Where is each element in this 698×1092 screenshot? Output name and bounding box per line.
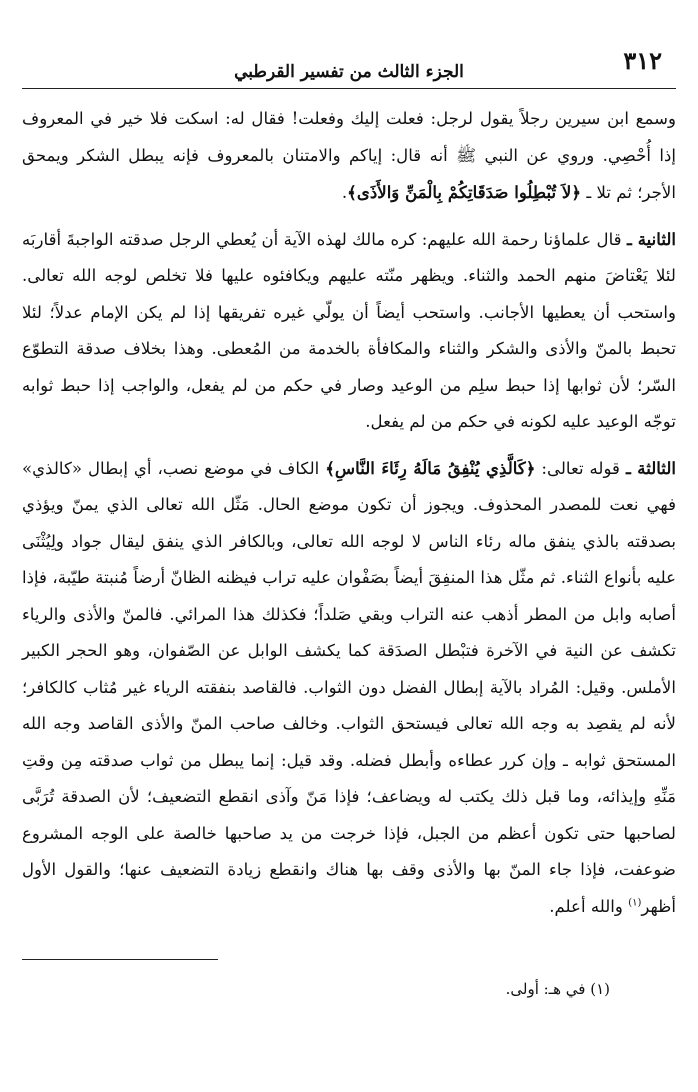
- footnote-separator: [22, 959, 218, 960]
- section-label: الثالثة ـ: [625, 457, 676, 478]
- page-header: [22, 42, 676, 89]
- footnote-marker: (١): [590, 980, 610, 998]
- footnote-reference: (١): [628, 896, 642, 908]
- quran-verse: ﴿كَالَّذِي يُنْفِقُ مَالَهُ رِئَاءَ النَّاسِ﴾: [325, 457, 536, 478]
- quran-verse: ﴿لاَ تُبْطِلُوا صَدَقَاتِكُمْ بِالْمَنِّ وَالأَذَى﴾: [347, 182, 582, 202]
- footnote-text: في هـ: أولى.: [505, 980, 586, 998]
- paragraph-text: قوله تعالى:: [535, 458, 626, 478]
- paragraph-text: قال علماؤنا رحمة الله عليهم: كره مالك لهذه الآية أن يُعطي الرجل صدقته الواجبةَ أقاربَه لئلا يَعْتاضَ منهم الحمد والثناء. ويظهر منّته عليهم ويكافئوه عليها فلا تخلص لوجه الله تعالى. واستحب أن يعطيها الأجانب. واستحب أيضاً أن يولّي غيره تفريقها إذا لم يكن الإمام عدلاً؛ لئلا تحبط بالمنّ والأذى والشكر والثناء والمكافأة بالخدمة من المُعطى. وهذا بخلاف صدقة التطوّع السّر؛ لأن ثوابها إذا حبط سلِم من الوعيد وصار في حكم من لم يفعل، والواجب إذا حبط ثوابه توجّه الوعيد عليه لكونه في حكم من لم يفعل.: [22, 229, 676, 431]
- paragraph-3: [22, 450, 676, 926]
- paragraph-text: الكاف في موضع نصب، أي إبطال «كالذي» فهي نعت للمصدر المحذوف. ويجوز أن تكون موضع الحال. مَثّل الله تعالى الذي يمنّ ويؤذي بصدقته بالذي ينفق ماله رئاء الناس لا لوجه الله تعالى، وبالكافر الذي ينفق ليقال جواد ولِيُثْنَى عليه بأنواع الثناء. ثم مثّل هذا المنفِقَ أيضاً بصَفْوان عليه تراب فيظنه الظانّ أرضاً مُنبتة طيّبة، فإذا أصابه وابل من المطر أذهب عنه التراب وبقي صَلداً؛ فكذلك هذا المرائي. فالمنّ والأذى والرياء تكشف عن النية في الآخرة فتبْطل الصدَقة كما يكشف الوابل عن الصّفوان، وهو الحجر الكبير الأملس. وقيل: المُراد بالآية إبطال الفضل دون الثواب. فالقاصد بنفقته الرياء غير مُثاب كالكافر؛ لأنه لم يقصِد به وجه الله تعالى فيستحق الثواب. وخالف صاحب المنّ والأذى القاصد وجه الله المستحق ثوابه ـ وإن كرر عطاءه وأبطل فضله. وقد قيل: إنما يبطل من ثواب صدقته مِن وقتِ مَنِّهِ وإيذائه، وما قبل ذلك يكتب له ويضاعف؛ فإذا مَنّ وآذى انقطع التضعيف؛ لأن الصدقة تُرَبَّى لصاحبها حتى تكون أعظم من الجبل، فإذا خرجت من يد صاحبها خالصة على الوجه المشروع ضوعفت، فإذا جاء المنّ بها والأذى وقف بها هناك وانقطع زيادة التضعيف عنها؛ والقول الأول أظهر: [22, 458, 676, 916]
- section-label: الثانية ـ: [626, 228, 676, 249]
- page-number: ٣١٢: [623, 46, 662, 75]
- paragraph-1: [22, 101, 676, 212]
- page-body: [22, 101, 676, 925]
- paragraph-text: .: [341, 183, 348, 202]
- paragraph-2: [22, 221, 676, 441]
- running-title: الجزء الثالث من تفسير القرطبي: [234, 62, 464, 82]
- book-page: [22, 42, 676, 1004]
- footnote: [22, 974, 610, 1004]
- paragraph-text: والله أعلم.: [549, 896, 629, 916]
- paragraph-text: وسمع ابن سيرين رجلاً يقول لرجل: فعلت إليك وفعلت! فقال له: اسكت فلا خير في المعروف إذا أُحْصِي. وروي عن النبي ﷺ أنه قال: إياكم والامتنان بالمعروف فإنه يبطل الشكر ويمحق الأجر؛ ثم تلا ـ: [22, 109, 676, 202]
